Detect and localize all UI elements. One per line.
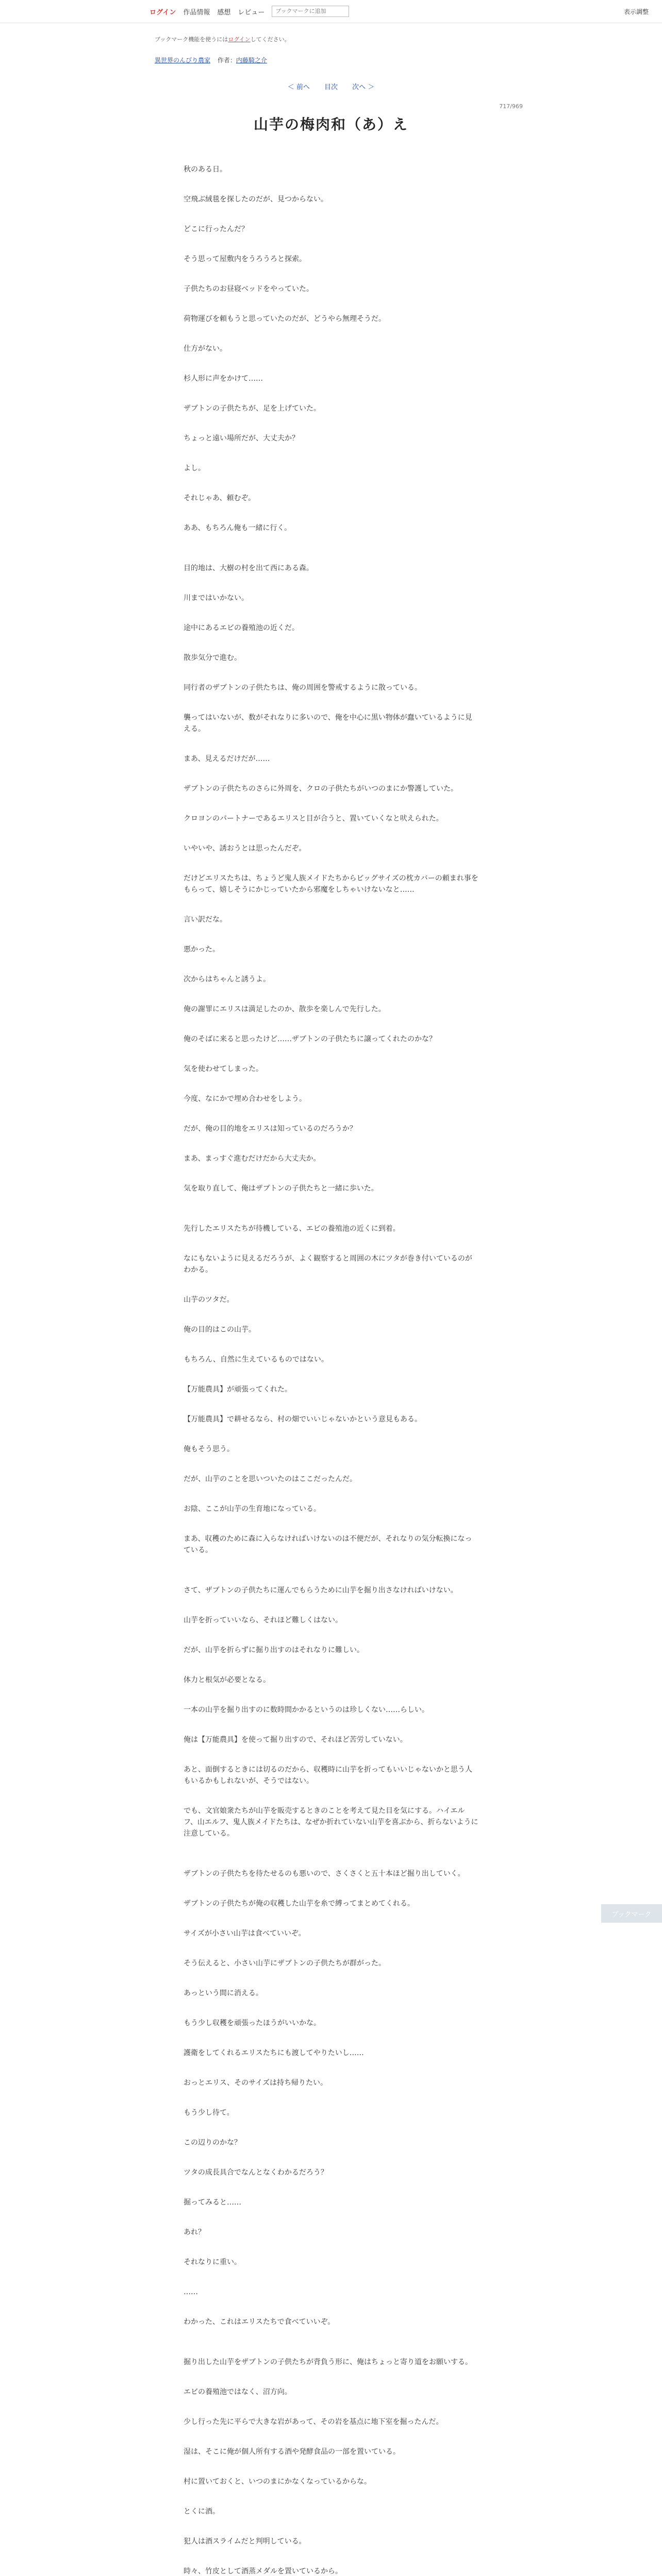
novel-paragraph: 秋のある日。 <box>184 165 227 174</box>
novel-paragraph: さて、ザブトンの子供たちに運んでもらうために山芋を掘り出さなければいけない。 <box>184 1586 458 1595</box>
author-link[interactable]: 内藤騎之介 <box>236 57 267 64</box>
novel-paragraph: 先行したエリスたちが待機している、エビの養殖池の近くに到着。 <box>184 1225 400 1233</box>
novel-paragraph: 気を使わせてしまった。 <box>184 1065 263 1073</box>
novel-paragraph: 体力と根気が必要となる。 <box>184 1676 270 1684</box>
novel-paragraph: もちろん、自然に生えているものではない。 <box>184 1355 328 1364</box>
novel-paragraph: 空飛ぶ絨毯を探したのだが、見つからない。 <box>184 195 328 204</box>
novel-paragraph: 俺の目的はこの山芋。 <box>184 1326 256 1334</box>
series-info: 異世界のんびり農家 作者：内藤騎之介 <box>155 57 267 64</box>
novel-paragraph: まあ、収穫のために森に入らなければいけないのは不便だが、それなりの気分転換になっている。 <box>184 1535 472 1554</box>
novel-paragraph: 山芋を折っていいなら、それほど難しくはない。 <box>184 1616 342 1624</box>
novel-paragraph: いやいや、誘おうとは思ったんだぞ。 <box>184 844 306 853</box>
novel-paragraph: ザブトンの子供たちを待たせるのも悪いので、さくさくと五十本ほど掘り出していく。 <box>184 1870 465 1878</box>
novel-paragraph: 今度、なにかで埋め合わせをしよう。 <box>184 1095 306 1103</box>
novel-paragraph: 言い訳だな。 <box>184 916 227 924</box>
novel-paragraph: 山芋のツタだ。 <box>184 1296 234 1304</box>
page-number: 717/969 <box>499 103 523 110</box>
novel-paragraph: お陰、ここが山芋の生育地になっている。 <box>184 1505 321 1513</box>
novel-paragraph: あれ？ <box>184 2228 205 2236</box>
novel-paragraph: おっとエリス、そのサイズは持ち帰りたい。 <box>184 2079 328 2087</box>
novel-paragraph: サイズが小さい山芋は食べていいぞ。 <box>184 1929 306 1938</box>
novel-paragraph: 途中にあるエビの養殖池の近くだ。 <box>184 624 299 632</box>
novel-paragraph: 襲ってはいないが、数がそれなりに多いので、俺を中心に黒い物体が蠢いているように見える。 <box>184 714 472 733</box>
section-break <box>184 534 478 563</box>
novel-paragraph: まあ、まっすぐ進むだけだから大丈夫か。 <box>184 1155 321 1163</box>
novel-paragraph: 散歩気分で進む。 <box>184 654 241 662</box>
chapter-pager <box>0 81 662 91</box>
work-info-link[interactable]: 作品情報 <box>183 8 210 16</box>
novel-paragraph: ザブトンの子供たちのさらに外周を、クロの子供たちがいつのまにか警護していた。 <box>184 785 458 793</box>
novel-paragraph: 掘り出した山芋をザブトンの子供たちが背負う形に、俺はちょっと寄り道をお願いする。 <box>184 2358 472 2366</box>
novel-paragraph: 次からはちゃんと誘うよ。 <box>184 975 270 984</box>
novel-paragraph: 【万能農具】が頑張ってくれた。 <box>184 1385 292 1394</box>
chapter-title: 山芋の梅肉和（あ）え <box>253 116 408 133</box>
novel-paragraph: 荷物運びを頼もうと思っていたのだが、どうやら無理そうだ。 <box>184 315 386 323</box>
toc-link[interactable]: 目次 <box>324 83 338 91</box>
notice-pre: ブックマーク機能を使うには <box>155 36 228 43</box>
novel-paragraph: そう思って屋敷内をうろうろと探索。 <box>184 255 306 263</box>
section-break <box>184 1556 478 1585</box>
novel-paragraph: ザブトンの子供たちが俺の収穫した山芋を糸で縛ってまとめてくれる。 <box>184 1900 415 1908</box>
review-link[interactable]: レビュー <box>238 8 265 16</box>
novel-paragraph: 仕方がない。 <box>184 345 227 353</box>
bookmark-floating-button[interactable]: ブックマーク <box>601 1904 662 1923</box>
novel-paragraph: 一本の山芋を掘り出すのに数時間かかるというのは珍しくない……らしい。 <box>184 1706 429 1714</box>
novel-paragraph: なにもないように見えるだろうが、よく観察すると周囲の木にツタが巻き付いているのがわかる。 <box>184 1255 472 1274</box>
novel-paragraph: 湿は、そこに俺が個人所有する酒や発酵食品の一部を置いている。 <box>184 2448 400 2456</box>
series-title-link[interactable]: 異世界のんびり農家 <box>155 57 211 64</box>
novel-paragraph: 川まではいかない。 <box>184 594 249 602</box>
novel-paragraph: 子供たちのお昼寝ベッドをやっていた。 <box>184 285 313 293</box>
bookmark-button[interactable] <box>272 6 349 17</box>
notice-post: してください。 <box>250 36 290 43</box>
novel-body <box>184 164 478 2576</box>
novel-paragraph: ツタの成長具合でなんとなくわかるだろう？ <box>184 2168 328 2177</box>
novel-paragraph: 同行者のザブトンの子供たちは、俺の周囲を警戒するように散っている。 <box>184 684 422 692</box>
novel-paragraph: とくに酒。 <box>184 2507 220 2516</box>
novel-paragraph: 村に置いておくと、いつのまにかなくなっているからな。 <box>184 2478 371 2486</box>
novel-paragraph: もう少し収穫を頑張ったほうがいいかな。 <box>184 2019 321 2027</box>
novel-paragraph: 犯人は酒スライムだと判明している。 <box>184 2537 306 2546</box>
section-break <box>184 2328 478 2357</box>
section-break <box>184 1194 478 1223</box>
novel-paragraph: 掘ってみると…… <box>184 2198 241 2207</box>
novel-paragraph: あっという間に消える。 <box>184 1989 263 1997</box>
novel-paragraph: …… <box>184 2288 198 2296</box>
novel-paragraph: 時々、竹皮として酒蒸メダルを置いているから。 <box>184 2567 342 2575</box>
novel-paragraph: もう少し待て。 <box>184 2109 234 2117</box>
section-break <box>184 1839 478 1868</box>
next-chapter-link[interactable]: 次へ ＞ <box>352 83 375 91</box>
novel-paragraph: だけどエリスたちは、ちょうど鬼人族メイドたちからビッグサイズの枕カバーの頼まれ事をもらって、嬉しそうにかじっていたから邪魔をしちゃいけないなと…… <box>184 874 478 894</box>
novel-paragraph: そう伝えると、小さい山芋にザブトンの子供たちが群がった。 <box>184 1959 386 1968</box>
display-settings-link[interactable]: 表示調整 <box>623 8 649 15</box>
novel-paragraph: 【万能農具】で耕せるなら、村の畑でいいじゃないかという意見もある。 <box>184 1415 422 1423</box>
novel-paragraph: 目的地は、大樹の村を出て西にある森。 <box>184 564 313 572</box>
novel-paragraph: 俺の謝罪にエリスは満足したのか、散歩を楽しんで先行した。 <box>184 1005 386 1013</box>
novel-paragraph: ちょっと遠い場所だが、大丈夫か？ <box>184 434 299 443</box>
prev-chapter-link[interactable]: ＜ 前へ <box>287 83 310 91</box>
novel-paragraph: 悪かった。 <box>184 945 220 954</box>
novel-paragraph: どこに行ったんだ？ <box>184 225 249 233</box>
novel-paragraph: だが、山芋を折らずに掘り出すのはそれなりに難しい。 <box>184 1646 364 1654</box>
novel-paragraph: 俺のそばに来ると思ったけど……ザブトンの子供たちに譲ってくれたのかな？ <box>184 1035 436 1043</box>
login-notice <box>155 35 290 43</box>
novel-paragraph: それなりに重い。 <box>184 2258 241 2266</box>
author-label: 作者 <box>217 57 230 64</box>
novel-paragraph: あと、面倒するときには切るのだから、収穫時に山芋を折ってもいいじゃないかと思う人もいるかもしれないが、そうではない。 <box>184 1766 472 1785</box>
notice-login-link[interactable]: ログイン <box>228 36 251 43</box>
novel-paragraph: ザブトンの子供たちが、足を上げていた。 <box>184 404 321 413</box>
novel-paragraph: でも、文官娘衆たちが山芋を販売するときのことを考えて見た目を気にする。ハイエルフ、山エルフ、鬼人族メイドたちは、なぜか折れていない山芋を喜ぶから、折らないように注意している。 <box>184 1807 478 1838</box>
novel-paragraph: 気を取り直して、俺はザブトンの子供たちと一緒に歩いた。 <box>184 1184 378 1193</box>
novel-paragraph: 少し行った先に平らで大きな岩があって、その岩を基点に地下室を掘ったんだ。 <box>184 2418 443 2426</box>
novel-paragraph: クロヨンのパートナーであるエリスと目が合うと、置いていくなと吠えられた。 <box>184 815 443 823</box>
novel-paragraph: だが、山芋のことを思いついたのはここだったんだ。 <box>184 1475 357 1483</box>
novel-paragraph: エビの養殖池ではなく、沼方向。 <box>184 2388 292 2396</box>
novel-paragraph: ああ、もちろん俺も一緒に行く。 <box>184 524 292 532</box>
novel-paragraph: まあ、見えるだけだが…… <box>184 755 270 763</box>
novel-paragraph: 杉人形に声をかけて…… <box>184 375 263 383</box>
login-link[interactable]: ログイン <box>150 8 176 16</box>
top-navigation <box>0 0 662 23</box>
novel-paragraph: わかった、これはエリスたちで食べていいぞ。 <box>184 2318 335 2326</box>
feeling-link[interactable]: 感想 <box>217 8 231 16</box>
novel-paragraph: よし。 <box>184 464 205 472</box>
novel-paragraph: この辺りのかな？ <box>184 2139 241 2147</box>
novel-paragraph: 護衛をしてくれるエリスたちにも渡してやりたいし…… <box>184 2049 364 2057</box>
novel-paragraph: それじゃあ、頼むぞ。 <box>184 494 256 502</box>
novel-paragraph: 俺もそう思う。 <box>184 1445 234 1453</box>
novel-paragraph: だが、俺の目的地をエリスは知っているのだろうか？ <box>184 1125 357 1133</box>
novel-paragraph: 俺は【万能農具】を使って掘り出すので、それほど苦労していない。 <box>184 1736 407 1744</box>
